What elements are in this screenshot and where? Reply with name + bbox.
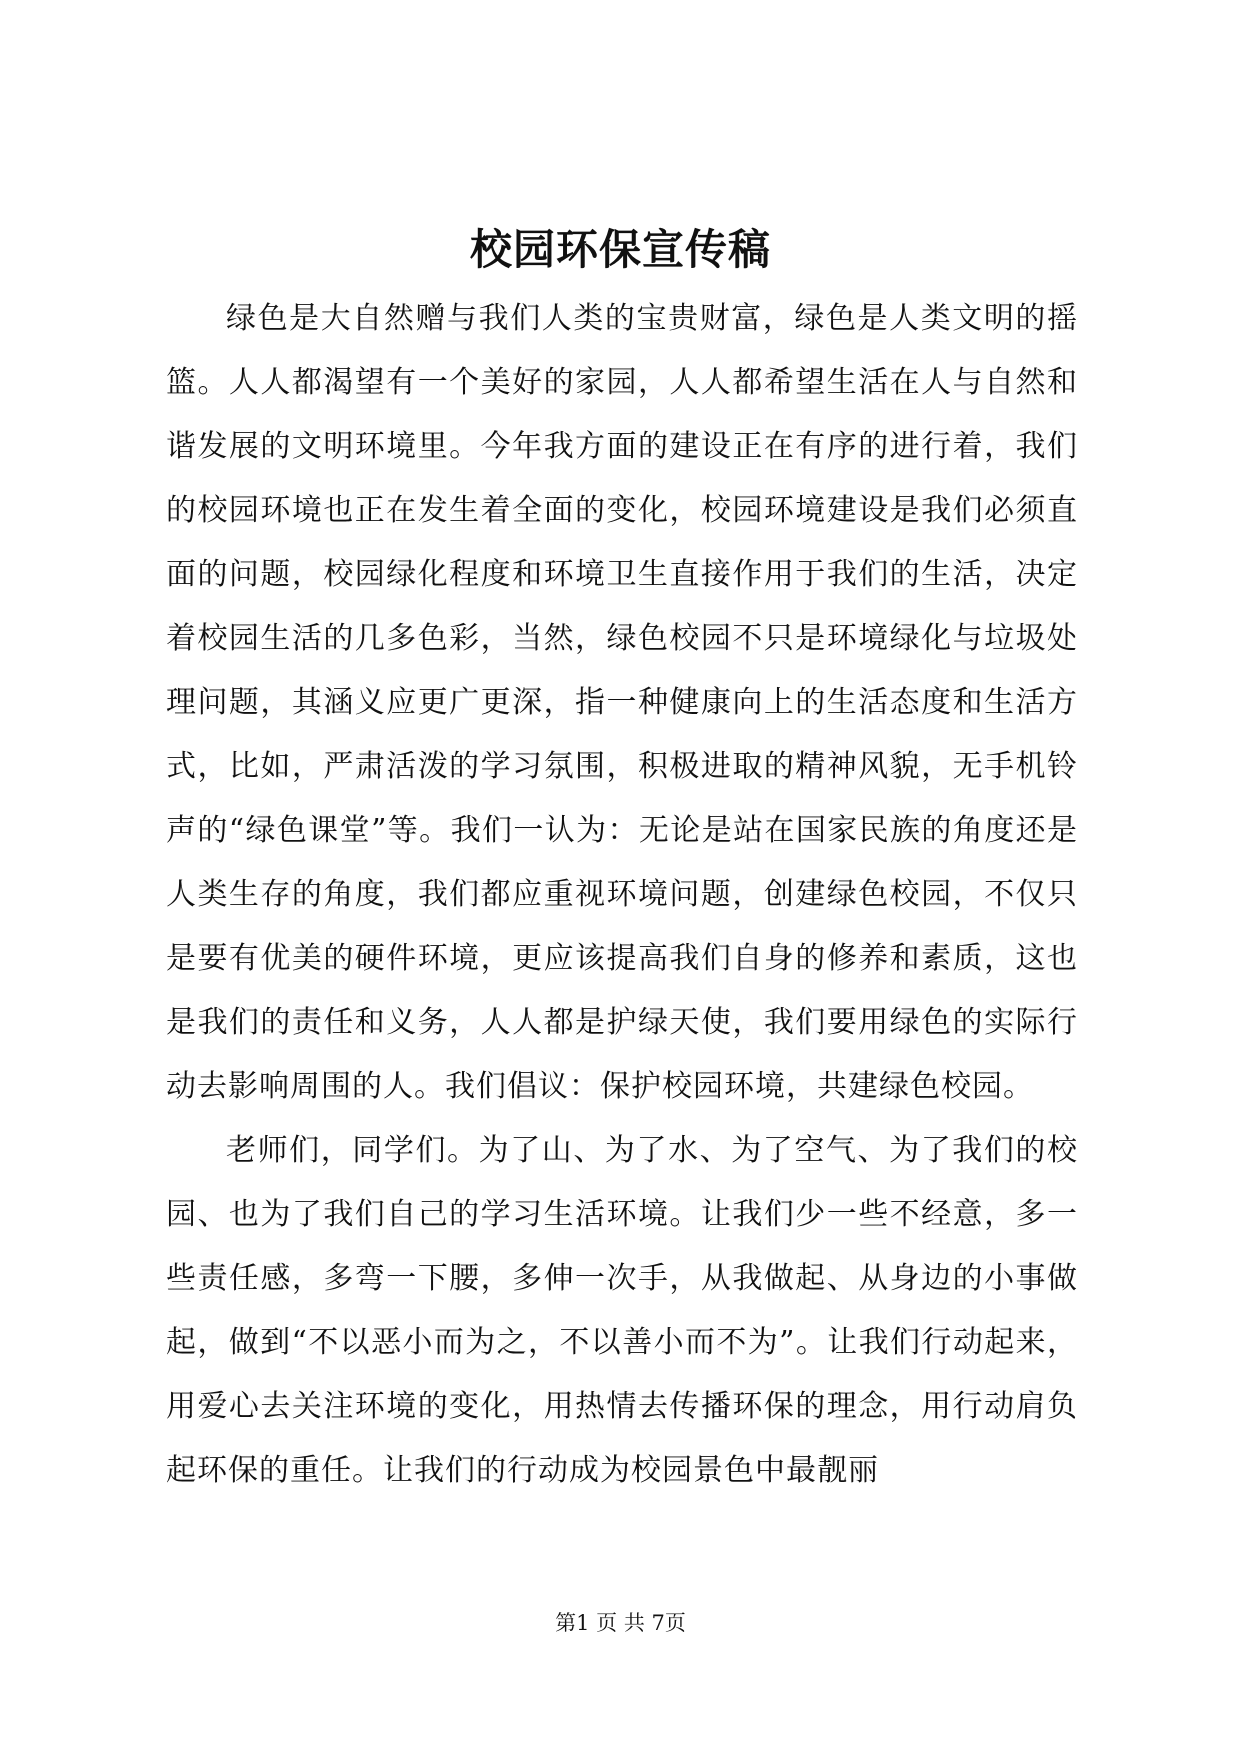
page-footer (0, 1608, 1241, 1638)
page-number-mid: 页 共 (596, 1611, 645, 1635)
document-title: 校园环保宣传稿 (469, 225, 771, 274)
page-number-suffix: 页 (664, 1611, 686, 1635)
page-number-total: 7 (651, 1611, 665, 1635)
page-number-prefix: 第 (555, 1611, 577, 1635)
paragraph-2: 老师们，同学们。为了山、为了水、为了空气、为了我们的校园、也为了我们自己的学习生活环境。让我们少一些不经意，多一些责任感，多弯一下腰，多伸一次手，从我做起、从身边的小事做起，做到“不以恶小而为之，不以善小而不为”。让我们行动起来，用爱心去关注环境的变化，用热情去传播环保的理念，用行动肩负起环保的重任。让我们的行动成为校园景色中最靓丽 (166, 1133, 1078, 1488)
page-number-current: 1 (576, 1611, 590, 1635)
document-body (166, 287, 1078, 1503)
paragraph-1: 绿色是大自然赠与我们人类的宝贵财富，绿色是人类文明的摇篮。人人都渴望有一个美好的家园，人人都希望生活在人与自然和谐发展的文明环境里。今年我方面的建设正在有序的进行着，我们的校园环境也正在发生着全面的变化，校园环境建设是我们必须直面的问题，校园绿化程度和环境卫生直接作用于我们的生活，决定着校园生活的几多色彩，当然，绿色校园不只是环境绿化与垃圾处理问题，其涵义应更广更深，指一种健康向上的生活态度和生活方式，比如，严肃活泼的学习氛围，积极进取的精神风貌，无手机铃声的“绿色课堂”等。我们一认为：无论是站在国家民族的角度还是人类生存的角度，我们都应重视环境问题，创建绿色校园，不仅只是要有优美的硬件环境，更应该提高我们自身的修养和素质，这也是我们的责任和义务，人人都是护绿天使，我们要用绿色的实际行动去影响周围的人。我们倡议：保护校园环境，共建绿色校园。 (166, 301, 1078, 1104)
